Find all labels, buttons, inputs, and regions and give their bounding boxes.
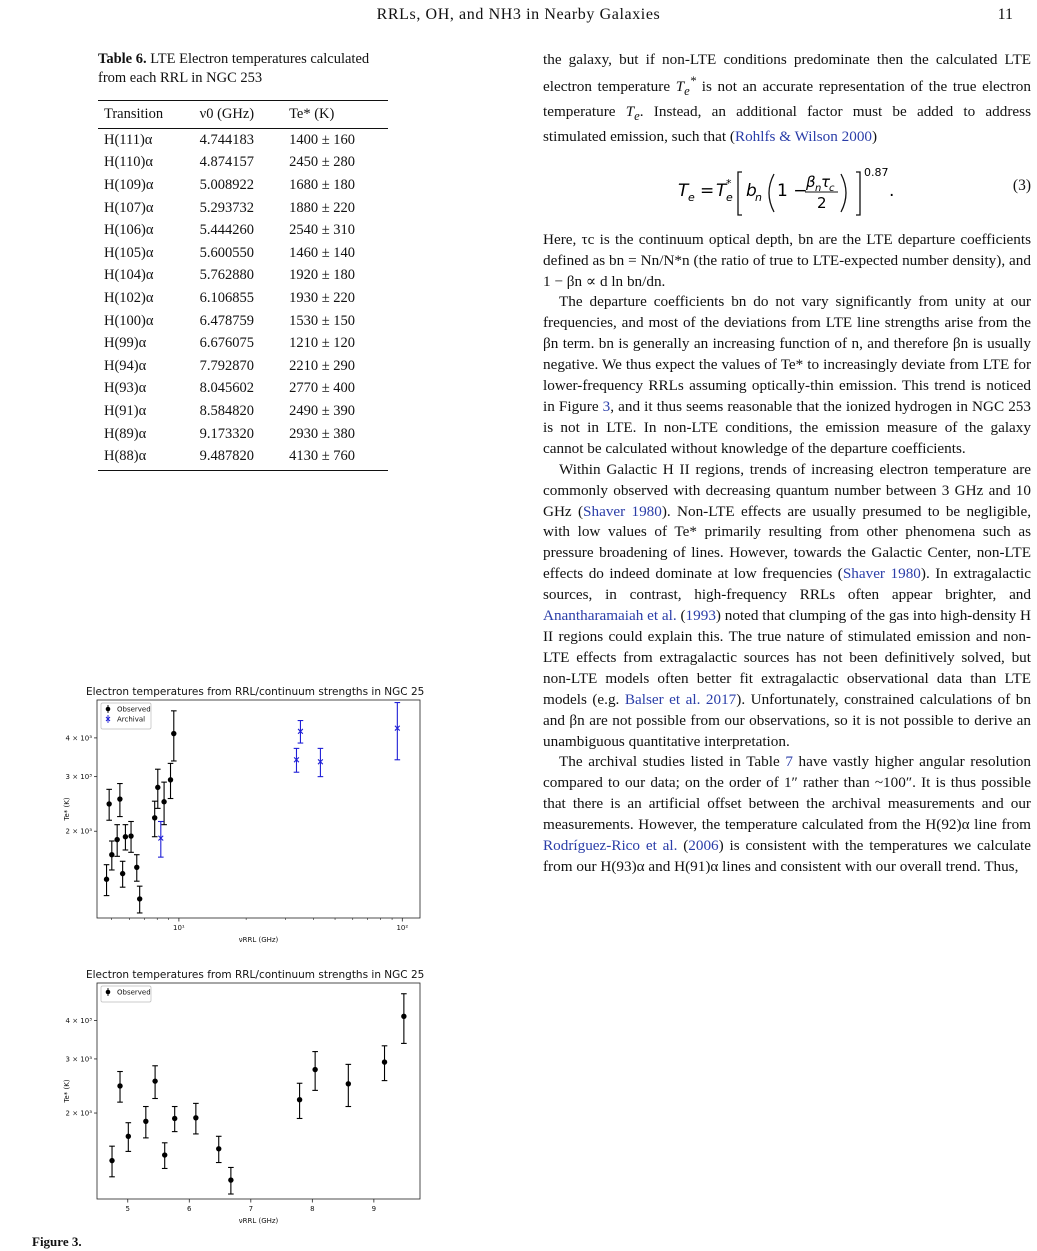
legend xyxy=(101,986,151,1002)
paragraph-1: the galaxy, but if non-LTE conditions predominate then the calculated LTE electron temperature $T_e^*$ is not an accurate representation of the true electron temperature $T_e$. Instead, an additional factor must be added to address stimulated emission, such that (Rohlfs & Wilson 2000) xyxy=(543,51,1031,145)
citation-rodriguez-rico[interactable]: Rodríguez-Rico et al. xyxy=(543,837,678,855)
chart-title: Electron temperatures from RRL/continuum strengths in NGC 253 xyxy=(85,969,425,981)
data-point xyxy=(117,1083,122,1088)
data-point xyxy=(297,1097,302,1102)
cell-transition: H(100)α xyxy=(104,312,154,329)
cell-frequency: 4.744183 xyxy=(199,131,255,148)
y-tick-label: 2 × 10³ xyxy=(65,1109,92,1118)
p4-text-f: ). Unfortunately, constrained calculations of bn and βn are not possible from our observations, so it is not possible to derive an unambiguous quantitative interpretation. xyxy=(543,690,1031,750)
legend-label: Observed xyxy=(117,705,151,714)
chart-bottom xyxy=(55,967,425,1231)
svg-text:β: β xyxy=(806,172,816,191)
x-tick-label: 7 xyxy=(248,1205,254,1213)
series-archival xyxy=(158,703,400,858)
plot-frame xyxy=(97,700,420,918)
svg-text:T: T xyxy=(678,180,689,201)
table-6-caption xyxy=(98,50,398,88)
data-point xyxy=(134,865,139,870)
data-point xyxy=(117,796,122,801)
data-point xyxy=(168,777,173,782)
svg-text:0.87: 0.87 xyxy=(864,165,889,179)
cell-frequency: 5.600550 xyxy=(199,244,255,261)
page-number: 11 xyxy=(997,6,1013,23)
data-point xyxy=(123,834,128,839)
data-point xyxy=(128,833,133,838)
cell-frequency: 5.293732 xyxy=(199,199,255,216)
data-point xyxy=(109,852,114,857)
table-row xyxy=(98,174,388,197)
cell-frequency: 6.478759 xyxy=(199,312,255,329)
data-point xyxy=(104,877,109,882)
citation-anantharamaiah[interactable]: Anantharamaiah et al. xyxy=(543,607,677,625)
cell-temperature: 1400 ± 160 xyxy=(289,131,356,148)
p4-text-d: ( xyxy=(676,607,686,625)
table-6 xyxy=(98,100,388,471)
svg-text:b: b xyxy=(746,180,757,201)
data-point xyxy=(161,799,166,804)
data-point xyxy=(171,731,176,736)
p5-text-d: ) is consistent with the temperatures we calculate from our H(93)α and H(91)α lines and consistent with our overall trend. Thus, xyxy=(543,837,1031,875)
y-axis-label: Te* (K) xyxy=(63,1079,71,1103)
table-row xyxy=(98,445,388,470)
x-tick-label: 5 xyxy=(125,1205,130,1213)
p5-text-b: have vastly higher angular resolution compared to our data; on the order of 1″ rather than ~100″. It is thus possible that there is an artificial offset between the archival measurements and our measurements. However, the temperature calculated from the H(92)α line from xyxy=(543,753,1031,834)
svg-text:*: * xyxy=(726,176,732,190)
legend xyxy=(101,703,151,729)
data-point xyxy=(312,1067,317,1072)
p4-text-e: ) noted that clumping of the gas into high-density H II regions could explain this. The true nature of stimulated emission and non-LTE effects from extragalactic sources has not been definitively solved, but non-LTE models often better fit extragalactic observational data than LTE models (e.g. xyxy=(543,607,1031,708)
data-point xyxy=(346,1081,351,1086)
cell-transition: H(99)α xyxy=(104,335,147,352)
data-point xyxy=(216,1146,221,1151)
data-point xyxy=(172,1116,177,1121)
p4-text-b: ). Non-LTE effects are usually presumed to be negligible, with low values of Te* primarily resulting from other phenomena such as pressure broadening of lines. However, towards the Galactic Center, non-LTE effects do indeed dominate at low frequencies ( xyxy=(543,502,1031,583)
cell-transition: H(93)α xyxy=(104,380,147,397)
svg-text:2: 2 xyxy=(817,193,827,212)
table-6-block xyxy=(98,50,398,471)
citation-rodriguez-rico-year[interactable]: 2006 xyxy=(688,837,719,855)
y-axis-label: Te* (K) xyxy=(63,797,71,821)
cell-frequency: 8.584820 xyxy=(199,402,255,419)
table-row xyxy=(98,423,388,446)
cell-transition: H(107)α xyxy=(104,199,154,216)
x-tick-label: 6 xyxy=(187,1205,192,1213)
citation-shaver-2[interactable]: Shaver 1980 xyxy=(842,565,921,583)
cell-frequency: 4.874157 xyxy=(199,154,255,171)
cell-frequency: 9.487820 xyxy=(194,445,283,470)
citation-table-7[interactable]: 7 xyxy=(785,753,793,771)
equation-3-body xyxy=(678,160,898,227)
data-point xyxy=(228,1177,233,1182)
data-point xyxy=(382,1059,387,1064)
x-axis-label: νRRL (GHz) xyxy=(238,936,279,944)
cell-transition: H(94)α xyxy=(104,357,147,374)
chart-top xyxy=(55,684,425,950)
svg-text:=: = xyxy=(700,180,715,201)
cell-transition: H(91)α xyxy=(104,402,147,419)
p1-text-d: ) xyxy=(872,127,878,145)
citation-anantharamaiah-year[interactable]: 1993 xyxy=(685,607,716,625)
equation-3-formula xyxy=(678,160,898,220)
svg-text:n: n xyxy=(755,190,762,204)
cell-frequency: 7.792870 xyxy=(199,357,255,374)
svg-text:c: c xyxy=(829,182,835,194)
data-point xyxy=(152,815,157,820)
cell-temperature: 2210 ± 290 xyxy=(289,357,356,374)
x-tick-label: 10¹ xyxy=(173,924,185,932)
data-point xyxy=(106,801,111,806)
figure-3-caption-start: Figure 3. xyxy=(32,1234,82,1249)
plot-frame xyxy=(97,983,420,1199)
data-point xyxy=(137,896,142,901)
paragraph-4 xyxy=(543,460,1031,753)
cell-frequency: 5.008922 xyxy=(199,176,255,193)
table-header-row xyxy=(98,101,388,129)
data-point xyxy=(155,785,160,790)
cell-temperature: 1530 ± 150 xyxy=(289,312,356,329)
cell-frequency: 5.444260 xyxy=(199,222,255,239)
cell-transition: H(102)α xyxy=(104,289,154,306)
cell-temperature: 2770 ± 400 xyxy=(289,380,356,397)
table-row xyxy=(98,400,388,423)
cell-transition: H(109)α xyxy=(104,176,154,193)
chart-title: Electron temperatures from RRL/continuum strengths in NGC 253 xyxy=(85,686,425,698)
y-tick-label: 4 × 10³ xyxy=(65,1017,92,1026)
cell-frequency: 5.762880 xyxy=(199,267,255,284)
p1-text-b: is not an accurate representation of the true electron temperature xyxy=(543,77,1031,120)
x-tick-label: 9 xyxy=(371,1205,377,1213)
y-tick-label: 2 × 10³ xyxy=(65,827,92,836)
citation-balser[interactable]: Balser et al. 2017 xyxy=(624,690,737,708)
equation-3 xyxy=(543,154,1031,224)
table-6-caption-text: LTE Electron temperatures calculated from each RRL in NGC 253 xyxy=(98,51,370,86)
data-point xyxy=(193,1115,198,1120)
cell-transition: H(106)α xyxy=(104,222,154,239)
cell-temperature: 2450 ± 280 xyxy=(289,154,356,171)
p5-text-c: ( xyxy=(677,837,689,855)
table-row xyxy=(98,355,388,378)
running-head-title: RRLs, OH, and NH3 in Nearby Galaxies xyxy=(376,6,661,23)
cell-temperature: 1880 ± 220 xyxy=(289,199,356,216)
data-point xyxy=(152,1078,157,1083)
paragraph-3 xyxy=(543,292,1031,459)
table-header-temperature: Te* (K) xyxy=(283,101,388,129)
x-tick-label: 10² xyxy=(396,924,409,932)
svg-text:e: e xyxy=(688,190,695,204)
svg-text:e: e xyxy=(726,190,733,204)
table-row xyxy=(98,378,388,401)
cell-temperature: 1210 ± 120 xyxy=(289,335,356,352)
citation-figure-3[interactable]: 3 xyxy=(602,398,611,415)
table-row xyxy=(98,129,388,152)
cell-temperature: 4130 ± 760 xyxy=(283,445,388,470)
running-head xyxy=(0,4,1037,30)
cell-temperature: 1930 ± 220 xyxy=(289,289,356,306)
y-tick-label: 4 × 10³ xyxy=(65,734,92,743)
table-row xyxy=(98,310,388,333)
cell-transition: H(104)α xyxy=(104,267,154,284)
cell-transition: H(105)α xyxy=(104,244,154,261)
cell-frequency: 9.173320 xyxy=(199,425,255,442)
x-tick-label: 8 xyxy=(310,1205,315,1213)
data-point xyxy=(162,1152,167,1157)
table-row xyxy=(98,152,388,175)
svg-text:T: T xyxy=(716,180,727,201)
cell-frequency: 6.106855 xyxy=(199,289,255,306)
figure-3-top-panel xyxy=(55,684,425,955)
paragraph-5 xyxy=(543,752,1031,877)
svg-text:1 −: 1 − xyxy=(777,180,808,201)
table-row xyxy=(98,197,388,220)
table-row xyxy=(98,287,388,310)
cell-frequency: 6.676075 xyxy=(199,335,255,352)
data-point xyxy=(120,871,125,876)
p5-text-a: The archival studies listed in Table xyxy=(559,753,786,771)
series-observed xyxy=(109,994,406,1194)
cell-temperature: 2930 ± 380 xyxy=(289,425,356,442)
table-header-frequency: ν0 (GHz) xyxy=(194,101,283,129)
legend-label: Archival xyxy=(117,715,146,724)
p1-text-a: the galaxy, but if non-LTE conditions predominate then the calculated LTE electron temperature xyxy=(543,51,1031,95)
x-axis-label: νRRL (GHz) xyxy=(238,1217,279,1225)
legend-label: Observed xyxy=(117,988,151,997)
data-point xyxy=(401,1014,406,1019)
cell-transition: H(88)α xyxy=(98,445,194,470)
figure-3-bottom-panel xyxy=(55,967,425,1236)
table-row xyxy=(98,219,388,242)
series-observed xyxy=(104,711,177,913)
data-point xyxy=(114,837,119,842)
table-header-transition: Transition xyxy=(98,101,194,129)
cell-temperature: 2490 ± 390 xyxy=(289,402,356,419)
body-text xyxy=(543,50,1031,878)
svg-text:n: n xyxy=(815,182,822,194)
p4-text-c: ). In extragalactic sources, in contrast, high-frequency RRLs often appear brighter, and xyxy=(543,565,1032,604)
citation-shaver-1[interactable]: Shaver 1980 xyxy=(583,502,662,520)
data-point xyxy=(109,1158,114,1163)
cell-transition: H(111)α xyxy=(104,131,153,148)
p3-text-b: , and it thus seems reasonable that the ionized hydrogen in NGC 253 is not in LTE. In non-LTE conditions, the emission measure of the galaxy cannot be calculated without knowledge of the departure coefficients. xyxy=(543,398,1031,457)
equation-number: (3) xyxy=(1012,176,1031,194)
table-6-label: Table 6. xyxy=(98,51,147,67)
y-tick-label: 3 × 10³ xyxy=(65,1055,92,1064)
cell-transition: H(110)α xyxy=(104,154,153,171)
table-row xyxy=(98,265,388,288)
paragraph-2: Here, τc is the continuum optical depth, bn are the LTE departure coefficients defined as bn = Nn/N*n (the ratio of true to LTE-expected number density), and 1 − βn ∝ d ln bn/dn. xyxy=(543,230,1031,290)
table-row xyxy=(98,332,388,355)
table-body xyxy=(98,129,388,471)
cell-temperature: 1920 ± 180 xyxy=(289,267,356,284)
cell-temperature: 1680 ± 180 xyxy=(289,176,356,193)
data-point xyxy=(126,1134,131,1139)
p4-text-a: Within Galactic H II regions, trends of increasing electron temperature are commonly observed with decreasing quantum number between 3 GHz and 10 GHz ( xyxy=(543,460,1031,520)
cell-frequency: 8.045602 xyxy=(199,380,255,397)
svg-text:τ: τ xyxy=(821,172,831,191)
y-tick-label: 3 × 10³ xyxy=(65,773,92,782)
p1-text-c: . Instead, an additional factor must be added to address stimulated emission, such that ( xyxy=(543,102,1031,145)
citation-rohlfs-wilson[interactable]: Rohlfs & Wilson 2000 xyxy=(734,127,873,145)
data-point xyxy=(143,1119,148,1124)
svg-text:.: . xyxy=(889,180,895,201)
cell-transition: H(89)α xyxy=(104,425,147,442)
cell-temperature: 2540 ± 310 xyxy=(289,222,356,239)
cell-temperature: 1460 ± 140 xyxy=(289,244,356,261)
table-row xyxy=(98,242,388,265)
p3-text-a: The departure coefficients bn do not vary significantly from unity at our frequencies, and most of the deviations from LTE line strengths arise from the βn term. bn is generally an increasing function of n, and therefore βn is usually negative. We thus expect the values of Te* to increasingly deviate from LTE for lower-frequency RRLs assuming optically-thin emission. This trend is noticed in Figure xyxy=(543,293,1031,415)
